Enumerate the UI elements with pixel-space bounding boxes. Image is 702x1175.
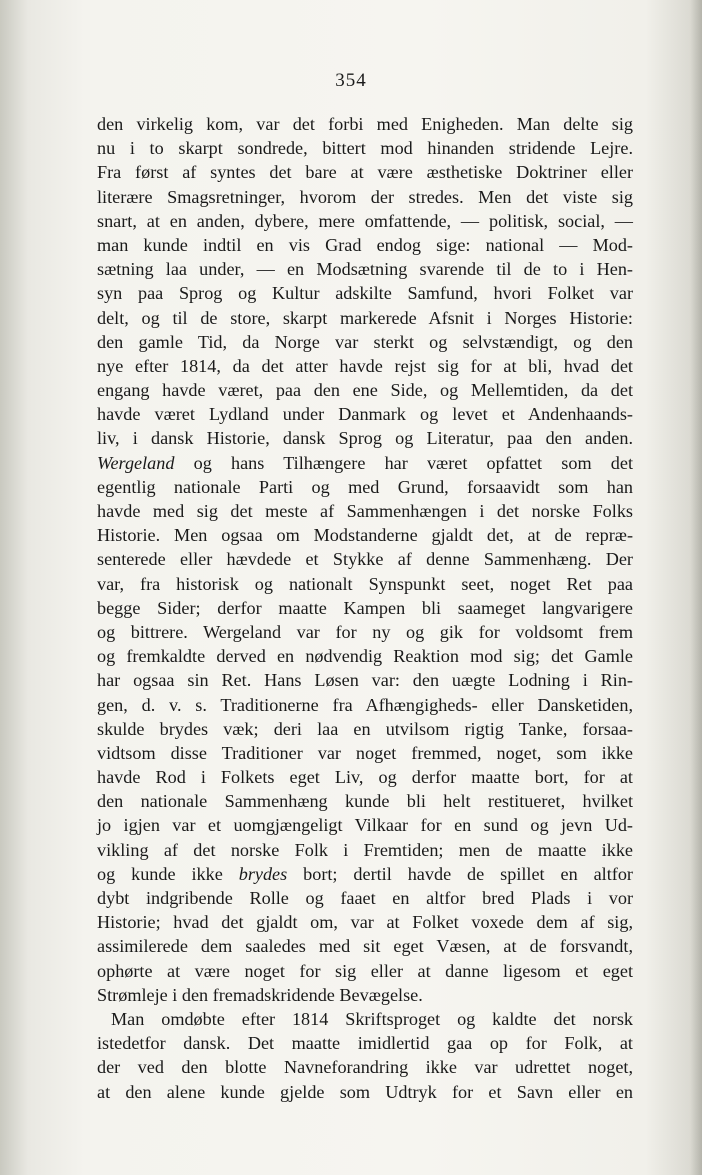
text-line bbox=[97, 547, 633, 571]
text-line bbox=[97, 983, 633, 1007]
text-segment: den virkelig kom, var det forbi med Enigheden. Man delte sig bbox=[97, 114, 633, 134]
text-segment: bort; dertil havde de spillet en altfor bbox=[287, 863, 633, 884]
text-segment: sætning laa under, — en Modsætning svarende til de to i Hen- bbox=[97, 259, 633, 280]
text-line bbox=[97, 596, 633, 620]
text-segment: den gamle Tid, da Norge var sterkt og selvstændigt, og den bbox=[97, 331, 633, 352]
text-line bbox=[97, 306, 633, 330]
text-segment: havde været Lydland under Danmark og levet et Andenhaands- bbox=[97, 404, 633, 425]
text-segment: Historie. Men ogsaa om Modstanderne gjaldt det, at de repræ- bbox=[97, 525, 633, 546]
text-line bbox=[97, 523, 633, 547]
text-line bbox=[97, 1007, 633, 1031]
text-segment: var, fra historisk og nationalt Synspunkt seet, noget Ret paa bbox=[97, 573, 633, 594]
text-segment: der ved den blotte Navneforandring ikke var udrettet noget, bbox=[97, 1057, 633, 1078]
text-segment: snart, at en anden, dybere, mere omfattende, — politisk, social, — bbox=[97, 210, 633, 231]
text-line bbox=[97, 209, 633, 233]
text-line bbox=[97, 354, 633, 378]
text-line bbox=[97, 959, 633, 983]
text-segment: nu i to skarpt sondrede, bittert mod hinanden stridende Lejre. bbox=[97, 138, 633, 159]
text-line bbox=[97, 1080, 633, 1104]
text-segment: vidtsom disse Traditioner var noget fremmed, noget, som ikke bbox=[97, 742, 633, 763]
text-segment: havde Rod i Folkets eget Liv, og derfor maatte bort, for at bbox=[97, 767, 633, 788]
text-line bbox=[97, 378, 633, 402]
text-segment: nye efter 1814, da det atter havde rejst sig for at bli, hvad det bbox=[97, 355, 633, 376]
text-segment: man kunde indtil en vis Grad endog sige: national — Mod- bbox=[97, 234, 633, 255]
text-segment: ophørte at være noget for sig eller at danne ligesom et eget bbox=[97, 960, 633, 981]
text-line bbox=[97, 862, 633, 886]
text-segment: delt, og til de store, skarpt markerede Afsnit i Norges Historie: bbox=[97, 307, 633, 328]
text-segment: at den alene kunde gjelde som Udtryk for et Savn eller en bbox=[97, 1081, 633, 1102]
text-segment: liv, i dansk Historie, dansk Sprog og Literatur, paa den anden. bbox=[97, 428, 633, 449]
text-line bbox=[97, 1055, 633, 1079]
text-segment: begge Sider; derfor maatte Kampen bli saameget langvarigere bbox=[97, 597, 633, 618]
text-line bbox=[97, 620, 633, 644]
text-line bbox=[97, 257, 633, 281]
italic-text: Wergeland bbox=[97, 452, 175, 473]
page-edge-shadow bbox=[690, 0, 702, 1175]
text-line bbox=[97, 426, 633, 450]
text-segment: Man omdøbte efter 1814 Skriftsproget og kaldte det norsk bbox=[111, 1008, 633, 1029]
text-line bbox=[97, 475, 633, 499]
text-segment: istedetfor dansk. Det maatte imidlertid gaa op for Folk, at bbox=[97, 1033, 633, 1054]
text-line bbox=[97, 668, 633, 692]
text-line bbox=[97, 499, 633, 523]
text-line bbox=[97, 402, 633, 426]
text-line bbox=[97, 136, 633, 160]
text-line bbox=[97, 813, 633, 837]
text-segment: senterede eller hævdede et Stykke af denne Sammenhæng. Der bbox=[97, 549, 633, 570]
text-line bbox=[97, 693, 633, 717]
text-segment: Strømleje i den fremadskridende Bevægelse. bbox=[97, 984, 423, 1005]
text-segment: havde med sig det meste af Sammenhængen i det norske Folks bbox=[97, 501, 633, 521]
text-segment: den nationale Sammenhæng kunde bli helt restitueret, hvilket bbox=[97, 791, 633, 812]
text-line bbox=[97, 185, 633, 209]
italic-text: brydes bbox=[238, 863, 288, 884]
text-line bbox=[97, 572, 633, 596]
text-segment: literære Smagsretninger, hvorom der stredes. Men det viste sig bbox=[97, 186, 633, 207]
text-line bbox=[97, 451, 633, 475]
text-segment: vikling af det norske Folk i Fremtiden; men de maatte ikke bbox=[97, 839, 633, 860]
text-line bbox=[97, 886, 633, 910]
text-line bbox=[97, 838, 633, 862]
text-segment: Historie; hvad det gjaldt om, var at Folket voxede dem af sig, bbox=[97, 912, 633, 933]
text-line bbox=[97, 741, 633, 765]
text-line bbox=[97, 281, 633, 305]
text-segment: syn paa Sprog og Kultur adskilte Samfund, hvori Folket var bbox=[97, 283, 633, 304]
text-segment: gen, d. v. s. Traditionerne fra Afhængigheds- eller Dansketiden, bbox=[97, 694, 633, 715]
text-segment: engang havde været, paa den ene Side, og Mellemtiden, da det bbox=[97, 380, 633, 401]
text-line bbox=[97, 910, 633, 934]
text-segment: og kunde ikke bbox=[97, 863, 239, 884]
text-segment: dybt indgribende Rolle og faaet en altfor bred Plads i vor bbox=[97, 888, 633, 908]
text-line bbox=[97, 717, 633, 741]
text-segment: og hans Tilhængere har været opfattet som det bbox=[174, 452, 633, 473]
text-segment: og bittrere. Wergeland var for ny og gik for voldsomt frem bbox=[97, 621, 633, 642]
text-line bbox=[97, 789, 633, 813]
text-line bbox=[97, 1031, 633, 1055]
text-line bbox=[97, 112, 633, 136]
text-line bbox=[97, 765, 633, 789]
text-segment: egentlig nationale Parti og med Grund, forsaavidt som han bbox=[97, 476, 633, 497]
text-segment: Fra først af syntes det bare at være æsthetiske Doktriner eller bbox=[97, 162, 633, 183]
text-line bbox=[97, 644, 633, 668]
body-text bbox=[97, 112, 633, 1104]
text-segment: og fremkaldte derved en nødvendig Reaktion mod sig; det Gamle bbox=[97, 646, 633, 667]
text-segment: jo igjen var et uomgjængeligt Vilkaar for en sund og jevn Ud- bbox=[97, 815, 633, 836]
page-number: 354 bbox=[335, 70, 367, 91]
text-line bbox=[97, 934, 633, 958]
text-segment: har ogsaa sin Ret. Hans Løsen var: den uægte Lodning i Rin- bbox=[97, 670, 633, 691]
text-segment: skulde brydes væk; deri laa en utvilsom rigtig Tanke, forsaa- bbox=[97, 718, 633, 739]
text-line bbox=[97, 233, 633, 257]
text-line bbox=[97, 330, 633, 354]
text-line bbox=[97, 160, 633, 184]
text-segment: assimilerede dem saaledes med sit eget Væsen, at de forsvandt, bbox=[97, 936, 633, 957]
